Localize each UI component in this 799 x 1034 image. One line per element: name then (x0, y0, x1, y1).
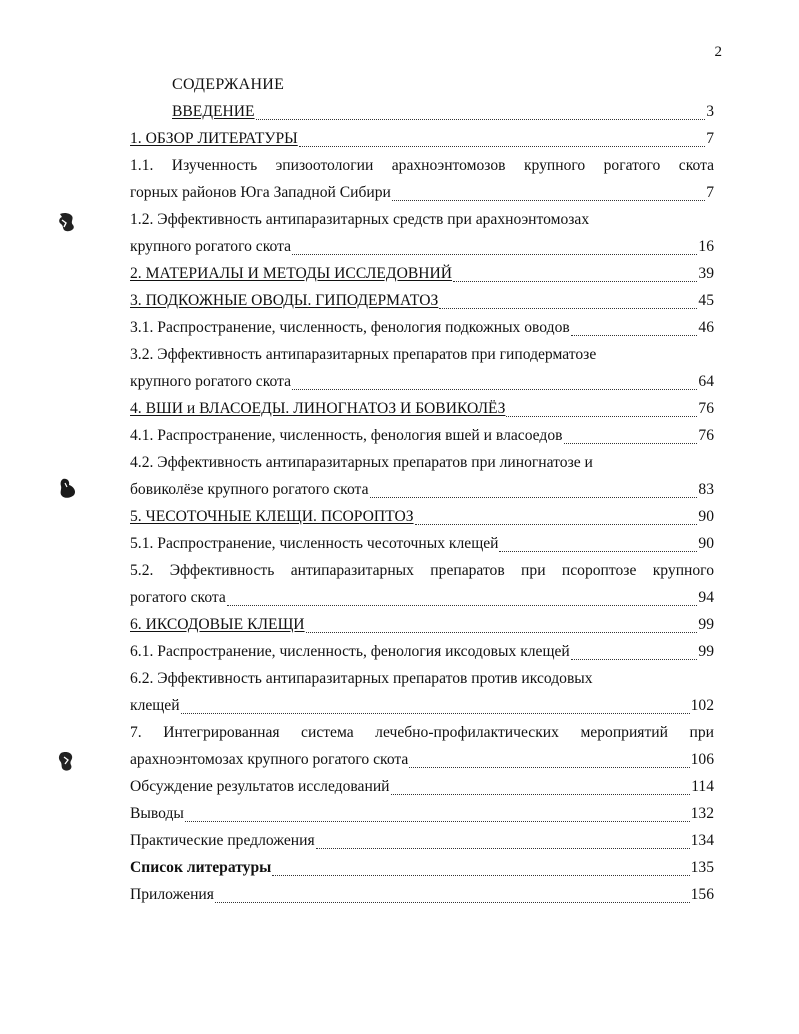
toc-entry (130, 125, 714, 152)
toc-entry (130, 179, 714, 206)
toc-entry-page: 90 (698, 535, 714, 552)
toc-entry-page: 132 (690, 805, 714, 822)
toc-leader-dots (392, 196, 705, 201)
toc-entry-text: арахноэнтомозах крупного рогатого скота (130, 751, 409, 768)
toc-entry (130, 503, 714, 530)
toc-entry (130, 422, 714, 449)
toc-title: СОДЕРЖАНИЕ (172, 76, 285, 93)
toc-entry (130, 692, 714, 719)
toc-entry-text: 4. ВШИ и ВЛАСОЕДЫ. ЛИНОГНАТОЗ И БОВИКОЛЁЗ (130, 400, 506, 417)
toc-entry-page: 134 (690, 832, 714, 849)
toc-entry (130, 773, 714, 800)
toc-entry-page: 102 (690, 697, 714, 714)
toc-entry (130, 287, 714, 314)
toc-entry (130, 827, 714, 854)
toc-entry (130, 98, 714, 125)
toc-entry-text: 6.1. Распространение, численность, фенология иксодовых клещей (130, 643, 570, 660)
toc-entry (130, 854, 714, 881)
toc-leader-dots (227, 601, 698, 606)
toc-entry-page: 90 (698, 508, 714, 525)
toc-entry (130, 638, 714, 665)
toc-entry-text: Приложения (130, 886, 214, 903)
toc-entry-text: 1.1. Изученность эпизоотологии арахноэнтомозов крупного рогатого скота (130, 157, 714, 174)
toc-entry-text: 3. ПОДКОЖНЫЕ ОВОДЫ. ГИПОДЕРМАТОЗ (130, 292, 439, 309)
toc-entry (130, 611, 714, 638)
toc-entry (130, 260, 714, 287)
toc-entry-page: 156 (690, 886, 714, 903)
toc-entry-page: 16 (698, 238, 714, 255)
toc-entry (130, 233, 714, 260)
toc-entry-text: ВВЕДЕНИЕ (172, 103, 255, 120)
toc-entry (130, 395, 714, 422)
ink-mark-icon (56, 748, 78, 774)
toc-entry-text: 1.2. Эффективность антипаразитарных средств при арахноэнтомозах (130, 211, 590, 228)
toc-entry-page: 135 (690, 859, 714, 876)
toc-leader-dots (453, 277, 697, 282)
toc-entry (130, 557, 714, 584)
toc-entry (130, 719, 714, 746)
toc-leader-dots (571, 655, 698, 660)
toc-entry-text: 5. ЧЕСОТОЧНЫЕ КЛЕЩИ. ПСОРОПТОЗ (130, 508, 414, 525)
toc-entry (130, 206, 714, 233)
toc-entry-text: бовиколёзе крупного рогатого скота (130, 481, 369, 498)
toc-entry-page: 7 (706, 184, 714, 201)
toc-leader-dots (292, 385, 697, 390)
toc-entry-text: рогатого скота (130, 589, 226, 606)
toc-leader-dots (215, 898, 690, 903)
toc-entry-text: 5.2. Эффективность антипаразитарных препаратов при псороптозе крупного (130, 562, 714, 579)
toc-leader-dots (564, 439, 698, 444)
toc-leader-dots (292, 250, 697, 255)
toc-entry (130, 341, 714, 368)
ink-mark-icon (56, 476, 78, 502)
toc-entry-page: 99 (698, 616, 714, 633)
toc-entry-text: 1. ОБЗОР ЛИТЕРАТУРЫ (130, 130, 298, 147)
toc-entry-text: Выводы (130, 805, 184, 822)
toc-entry-page: 106 (690, 751, 714, 768)
toc-leader-dots (181, 709, 690, 714)
toc-leader-dots (316, 844, 690, 849)
toc-entry (130, 881, 714, 908)
toc-entry (130, 584, 714, 611)
toc-entry-text: крупного рогатого скота (130, 238, 291, 255)
toc-leader-dots (256, 115, 706, 120)
toc-entry-page: 83 (698, 481, 714, 498)
toc-entry-page: 76 (698, 427, 714, 444)
toc-entry-page: 94 (698, 589, 714, 606)
toc-leader-dots (391, 790, 691, 795)
toc-entry-text: Обсуждение результатов исследований (130, 778, 390, 795)
toc-entry-text: 6. ИКСОДОВЫЕ КЛЕЩИ (130, 616, 305, 633)
toc-leader-dots (306, 628, 698, 633)
toc-entry-text: 4.1. Распространение, численность, фенология вшей и власоедов (130, 427, 563, 444)
toc-entry (130, 746, 714, 773)
toc-leader-dots (409, 763, 689, 768)
toc-entry-page: 114 (691, 778, 714, 795)
toc-entry (130, 449, 714, 476)
toc-leader-dots (299, 142, 705, 147)
toc-entry (130, 476, 714, 503)
toc-leader-dots (571, 331, 698, 336)
toc-leader-dots (499, 547, 697, 552)
toc-entry-text: крупного рогатого скота (130, 373, 291, 390)
page-number: 2 (714, 44, 722, 60)
toc-entry-page: 46 (698, 319, 714, 336)
toc-entry-text: 6.2. Эффективность антипаразитарных препаратов против иксодовых (130, 670, 593, 687)
toc-entry-text: горных районов Юга Западной Сибири (130, 184, 391, 201)
toc-entry (130, 314, 714, 341)
table-of-contents (130, 98, 714, 908)
toc-entry-text: 3.2. Эффективность антипаразитарных препаратов при гиподерматозе (130, 346, 597, 363)
toc-entry-page: 45 (698, 292, 714, 309)
toc-leader-dots (370, 493, 698, 498)
toc-entry-page: 99 (698, 643, 714, 660)
toc-entry-page: 39 (698, 265, 714, 282)
toc-entry-text: 2. МАТЕРИАЛЫ И МЕТОДЫ ИССЛЕДОВНИЙ (130, 265, 453, 282)
toc-leader-dots (439, 304, 697, 309)
toc-entry-text: Практические предложения (130, 832, 315, 849)
toc-entry (130, 800, 714, 827)
toc-entry (130, 368, 714, 395)
toc-leader-dots (415, 520, 698, 525)
toc-leader-dots (506, 412, 697, 417)
toc-entry-text: 5.1. Распространение, численность чесоточных клещей (130, 535, 499, 552)
toc-entry-text: 7. Интегрированная система лечебно-профилактических мероприятий при (130, 724, 714, 741)
toc-leader-dots (185, 817, 690, 822)
toc-entry-text: клещей (130, 697, 180, 714)
toc-leader-dots (272, 871, 689, 876)
toc-entry-page: 76 (698, 400, 714, 417)
toc-entry-page: 7 (706, 130, 714, 147)
toc-entry-text: 3.1. Распространение, численность, фенология подкожных оводов (130, 319, 570, 336)
toc-entry-page: 3 (706, 103, 714, 120)
toc-entry-text: Список литературы (130, 859, 272, 876)
ink-mark-icon (56, 210, 78, 236)
toc-entry (130, 152, 714, 179)
toc-entry (130, 530, 714, 557)
toc-entry-page: 64 (698, 373, 714, 390)
toc-entry (130, 665, 714, 692)
toc-entry-text: 4.2. Эффективность антипаразитарных препаратов при линогнатозе и (130, 454, 593, 471)
